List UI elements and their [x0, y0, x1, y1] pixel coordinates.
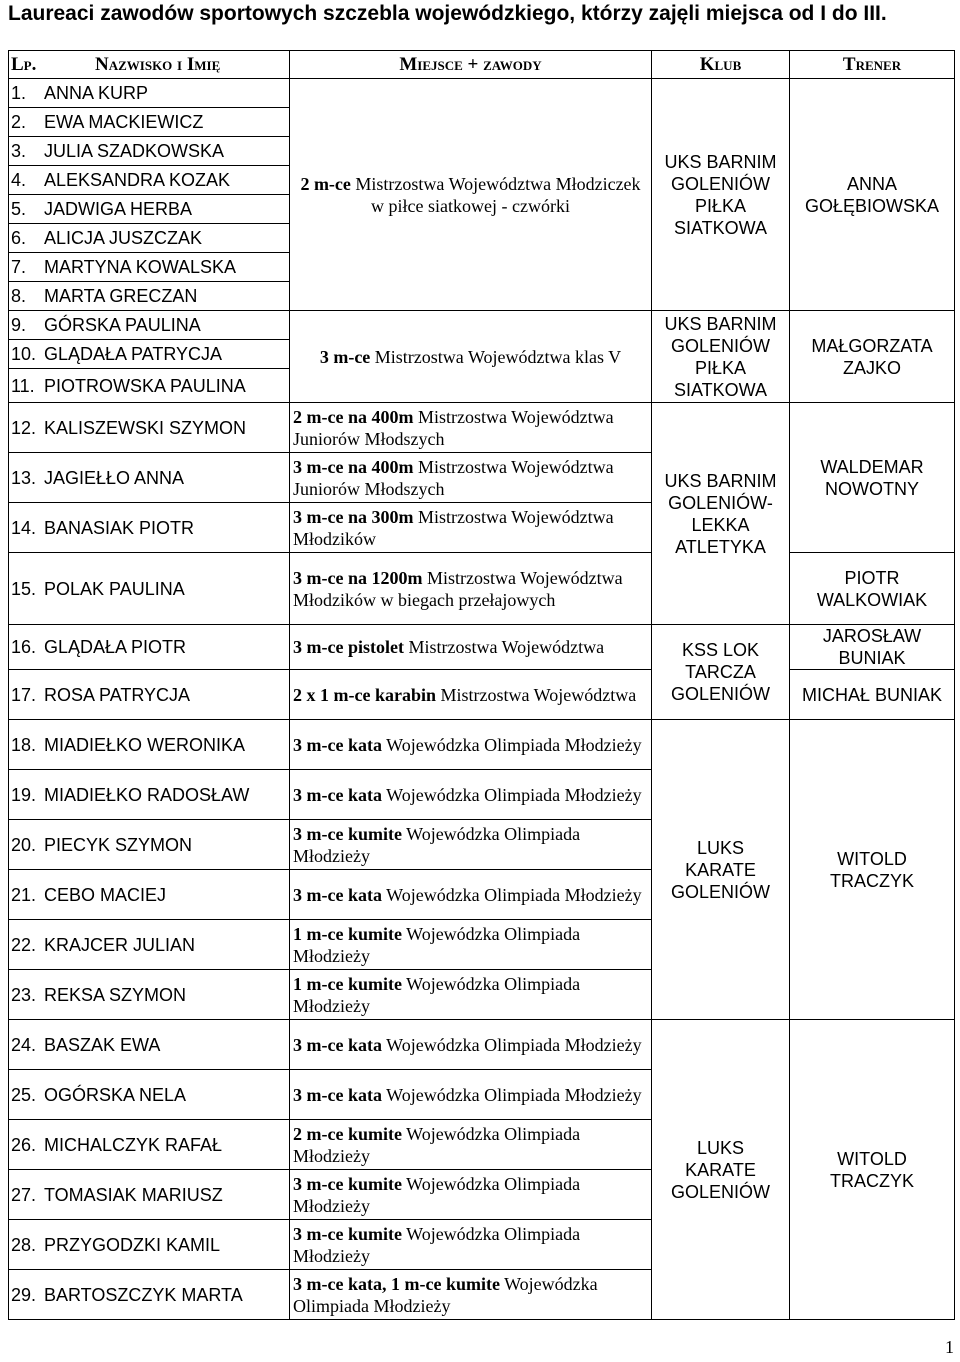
coach-cell: MAŁGORZATA ZAJKO	[790, 311, 955, 403]
placement: 3 m-ce kumite	[293, 1173, 402, 1194]
person-name: BASZAK EWA	[44, 1034, 161, 1055]
competition-name: Mistrzostwa Województwa	[403, 637, 605, 657]
header-place: Miejsce + zawody	[290, 51, 652, 79]
club-cell: LUKS KARATE GOLENIÓW	[652, 1020, 790, 1320]
competition-cell	[290, 670, 652, 720]
header-lp: Lp.	[11, 53, 37, 75]
coach-cell: WITOLD TRACZYK	[790, 720, 955, 1020]
placement: 2 m-ce	[300, 173, 351, 194]
table-row	[9, 625, 955, 670]
header-lp-name	[9, 51, 290, 79]
name-cell	[9, 369, 290, 403]
placement: 3 m-ce kumite	[293, 823, 402, 844]
competition-name: Wojewódzka Olimpiada Młodzieży	[381, 784, 642, 805]
name-cell	[9, 1020, 290, 1070]
competition-cell	[290, 870, 652, 920]
person-name: ALICJA JUSZCZAK	[44, 228, 203, 248]
competition-name: Wojewódzka Olimpiada Młodzieży	[381, 1034, 642, 1055]
row-number: 28.	[11, 1234, 37, 1255]
competition-name: Mistrzostwa Województwa Młodzików w biegach przełajowych	[293, 567, 623, 610]
row-number: 16.	[11, 637, 37, 657]
name-cell	[9, 870, 290, 920]
club-cell: UKS BARNIM GOLENIÓW PIŁKA SIATKOWA	[652, 79, 790, 311]
coach-cell: JAROSŁAW BUNIAK	[790, 625, 955, 670]
placement: 2 x 1 m-ce karabin	[293, 684, 436, 705]
competition-name: Mistrzostwa Województwa Młodzików	[293, 506, 614, 549]
name-cell	[9, 820, 290, 870]
row-number: 27.	[11, 1184, 37, 1205]
person-name: CEBO MACIEJ	[44, 884, 167, 905]
name-cell	[9, 79, 290, 108]
competition-cell	[290, 1070, 652, 1120]
person-name: MARTA GRECZAN	[44, 286, 198, 306]
name-cell	[9, 920, 290, 970]
competition-cell	[290, 79, 652, 311]
row-number: 19.	[11, 784, 37, 805]
placement: 3 m-ce kata	[293, 1034, 382, 1055]
name-cell	[9, 670, 290, 720]
row-number: 6.	[11, 228, 27, 248]
person-name: MICHALCZYK RAFAŁ	[44, 1134, 223, 1155]
row-number: 20.	[11, 834, 37, 855]
name-cell	[9, 1220, 290, 1270]
name-cell	[9, 1070, 290, 1120]
row-number: 13.	[11, 467, 37, 488]
person-name: MIADIEŁKO WERONIKA	[44, 734, 246, 755]
person-name: PIECYK SZYMON	[44, 834, 193, 855]
person-name: GÓRSKA PAULINA	[44, 315, 201, 335]
competition-name: Mistrzostwa Województwa Młodziczek w piłce siatkowej - czwórki	[350, 173, 641, 216]
club-cell: KSS LOK TARCZA GOLENIÓW	[652, 625, 790, 720]
row-number: 8.	[11, 286, 27, 306]
header-club: Klub	[652, 51, 790, 79]
row-number: 26.	[11, 1134, 37, 1155]
row-number: 17.	[11, 684, 37, 705]
coach-cell: MICHAŁ BUNIAK	[790, 670, 955, 720]
competition-cell	[290, 625, 652, 670]
competition-name: Wojewódzka Olimpiada Młodzieży	[381, 884, 642, 905]
name-cell	[9, 108, 290, 137]
laureates-table	[8, 50, 955, 1320]
name-cell	[9, 253, 290, 282]
person-name: MIADIEŁKO RADOSŁAW	[44, 784, 250, 805]
placement: 1 m-ce kumite	[293, 923, 402, 944]
competition-cell	[290, 820, 652, 870]
competition-name: Wojewódzka Olimpiada Młodzieży	[293, 1173, 581, 1216]
competition-name: Wojewódzka Olimpiada Młodzieży	[293, 823, 581, 866]
header-name: Nazwisko i Imię	[95, 53, 221, 75]
competition-cell	[290, 970, 652, 1020]
person-name: JAGIEŁŁO ANNA	[44, 467, 185, 488]
name-cell	[9, 625, 290, 670]
row-number: 14.	[11, 517, 37, 538]
name-cell	[9, 720, 290, 770]
competition-name: Mistrzostwa Województwa klas V	[370, 346, 622, 367]
row-number: 23.	[11, 984, 37, 1005]
name-cell	[9, 403, 290, 453]
competition-cell	[290, 920, 652, 970]
competition-name: Wojewódzka Olimpiada Młodzieży	[381, 1084, 642, 1105]
name-cell	[9, 1270, 290, 1320]
row-number: 7.	[11, 257, 27, 277]
competition-cell	[290, 1020, 652, 1070]
competition-name: Wojewódzka Olimpiada Młodzieży	[293, 1223, 581, 1266]
name-cell	[9, 970, 290, 1020]
club-cell: UKS BARNIM GOLENIÓW- LEKKA ATLETYKA	[652, 403, 790, 625]
competition-cell	[290, 770, 652, 820]
table-row	[9, 79, 955, 108]
placement: 3 m-ce	[319, 346, 371, 367]
placement: 3 m-ce kata	[293, 884, 382, 905]
competition-name: Wojewódzka Olimpiada Młodzieży	[381, 734, 642, 755]
person-name: EWA MACKIEWICZ	[44, 112, 204, 132]
person-name: KALISZEWSKI SZYMON	[44, 417, 247, 438]
person-name: JADWIGA HERBA	[44, 199, 193, 219]
person-name: PRZYGODZKI KAMIL	[44, 1234, 221, 1255]
table-row	[9, 311, 955, 340]
row-number: 4.	[11, 170, 27, 190]
person-name: JULIA SZADKOWSKA	[44, 141, 225, 161]
table-row	[9, 1020, 955, 1070]
person-name: PIOTROWSKA PAULINA	[44, 375, 246, 396]
person-name: MARTYNA KOWALSKA	[44, 257, 237, 277]
table-row	[9, 670, 955, 720]
placement: 3 m-ce kata, 1 m-ce kumite	[293, 1273, 500, 1294]
row-number: 10.	[11, 344, 37, 364]
name-cell	[9, 166, 290, 195]
person-name: ALEKSANDRA KOZAK	[44, 170, 231, 190]
person-name: KRAJCER JULIAN	[44, 934, 196, 955]
person-name: ROSA PATRYCJA	[44, 684, 191, 705]
competition-cell	[290, 1120, 652, 1170]
row-number: 1.	[11, 83, 27, 103]
placement: 3 m-ce na 300m	[293, 506, 414, 527]
person-name: BANASIAK PIOTR	[44, 517, 195, 538]
row-number: 21.	[11, 884, 37, 905]
table-row	[9, 553, 955, 625]
competition-cell	[290, 453, 652, 503]
row-number: 18.	[11, 734, 37, 755]
page-number: 1	[945, 1337, 954, 1357]
person-name: BARTOSZCZYK MARTA	[44, 1284, 243, 1305]
placement: 3 m-ce na 400m	[293, 456, 414, 477]
coach-cell: WALDEMAR NOWOTNY	[790, 403, 955, 553]
name-cell	[9, 282, 290, 311]
row-number: 2.	[11, 112, 27, 132]
row-number: 25.	[11, 1084, 37, 1105]
row-number: 24.	[11, 1034, 37, 1055]
name-cell	[9, 224, 290, 253]
name-cell	[9, 770, 290, 820]
competition-cell	[290, 1220, 652, 1270]
placement: 2 m-ce na 400m	[293, 406, 414, 427]
header-row	[9, 51, 955, 79]
row-number: 22.	[11, 934, 37, 955]
table-row	[9, 720, 955, 770]
person-name: TOMASIAK MARIUSZ	[44, 1184, 223, 1205]
name-cell	[9, 311, 290, 340]
competition-cell	[290, 1270, 652, 1320]
name-cell	[9, 340, 290, 369]
placement: 3 m-ce kumite	[293, 1223, 402, 1244]
placement: 3 m-ce na 1200m	[293, 567, 423, 588]
competition-cell	[290, 720, 652, 770]
placement: 3 m-ce pistolet	[293, 637, 404, 657]
name-cell	[9, 1120, 290, 1170]
name-cell	[9, 137, 290, 166]
table-row	[9, 403, 955, 453]
person-name: GLĄDAŁA PATRYCJA	[44, 344, 223, 364]
row-number: 11.	[11, 375, 35, 396]
competition-name: Wojewódzka Olimpiada Młodzieży	[293, 973, 581, 1016]
placement: 1 m-ce kumite	[293, 973, 402, 994]
coach-cell: WITOLD TRACZYK	[790, 1020, 955, 1320]
competition-cell	[290, 1170, 652, 1220]
row-number: 5.	[11, 199, 27, 219]
competition-cell	[290, 553, 652, 625]
person-name: POLAK PAULINA	[44, 578, 185, 599]
placement: 2 m-ce kumite	[293, 1123, 402, 1144]
placement: 3 m-ce kata	[293, 784, 382, 805]
coach-cell: PIOTR WALKOWIAK	[790, 553, 955, 625]
club-cell: UKS BARNIM GOLENIÓW PIŁKA SIATKOWA	[652, 311, 790, 403]
row-number: 3.	[11, 141, 27, 161]
competition-name: Wojewódzka Olimpiada Młodzieży	[293, 1123, 581, 1166]
row-number: 12.	[11, 417, 37, 438]
person-name: ANNA KURP	[44, 83, 149, 103]
page-title: Laureaci zawodów sportowych szczebla wojewódzkiego, którzy zajęli miejsca od I do III.	[8, 2, 887, 25]
competition-name: Mistrzostwa Województwa Juniorów Młodszych	[293, 456, 614, 499]
header-coach: Trener	[790, 51, 955, 79]
competition-cell	[290, 403, 652, 453]
person-name: OGÓRSKA NELA	[44, 1084, 187, 1105]
name-cell	[9, 195, 290, 224]
competition-name: Wojewódzka Olimpiada Młodzieży	[293, 923, 581, 966]
row-number: 9.	[11, 315, 27, 335]
name-cell	[9, 503, 290, 553]
placement: 3 m-ce kata	[293, 1084, 382, 1105]
row-number: 29.	[11, 1284, 37, 1305]
competition-name: Mistrzostwa Województwa Juniorów Młodszych	[293, 406, 614, 449]
name-cell	[9, 553, 290, 625]
competition-cell	[290, 311, 652, 403]
placement: 3 m-ce kata	[293, 734, 382, 755]
person-name: REKSA SZYMON	[44, 984, 187, 1005]
competition-name: Wojewódzka Olimpiada Młodzieży	[293, 1273, 598, 1316]
competition-cell	[290, 503, 652, 553]
person-name: GLĄDAŁA PIOTR	[44, 637, 187, 657]
coach-cell: ANNA GOŁĘBIOWSKA	[790, 79, 955, 311]
club-cell: LUKS KARATE GOLENIÓW	[652, 720, 790, 1020]
row-number: 15.	[11, 578, 37, 599]
name-cell	[9, 1170, 290, 1220]
competition-name: Mistrzostwa Województwa	[436, 684, 637, 705]
name-cell	[9, 453, 290, 503]
